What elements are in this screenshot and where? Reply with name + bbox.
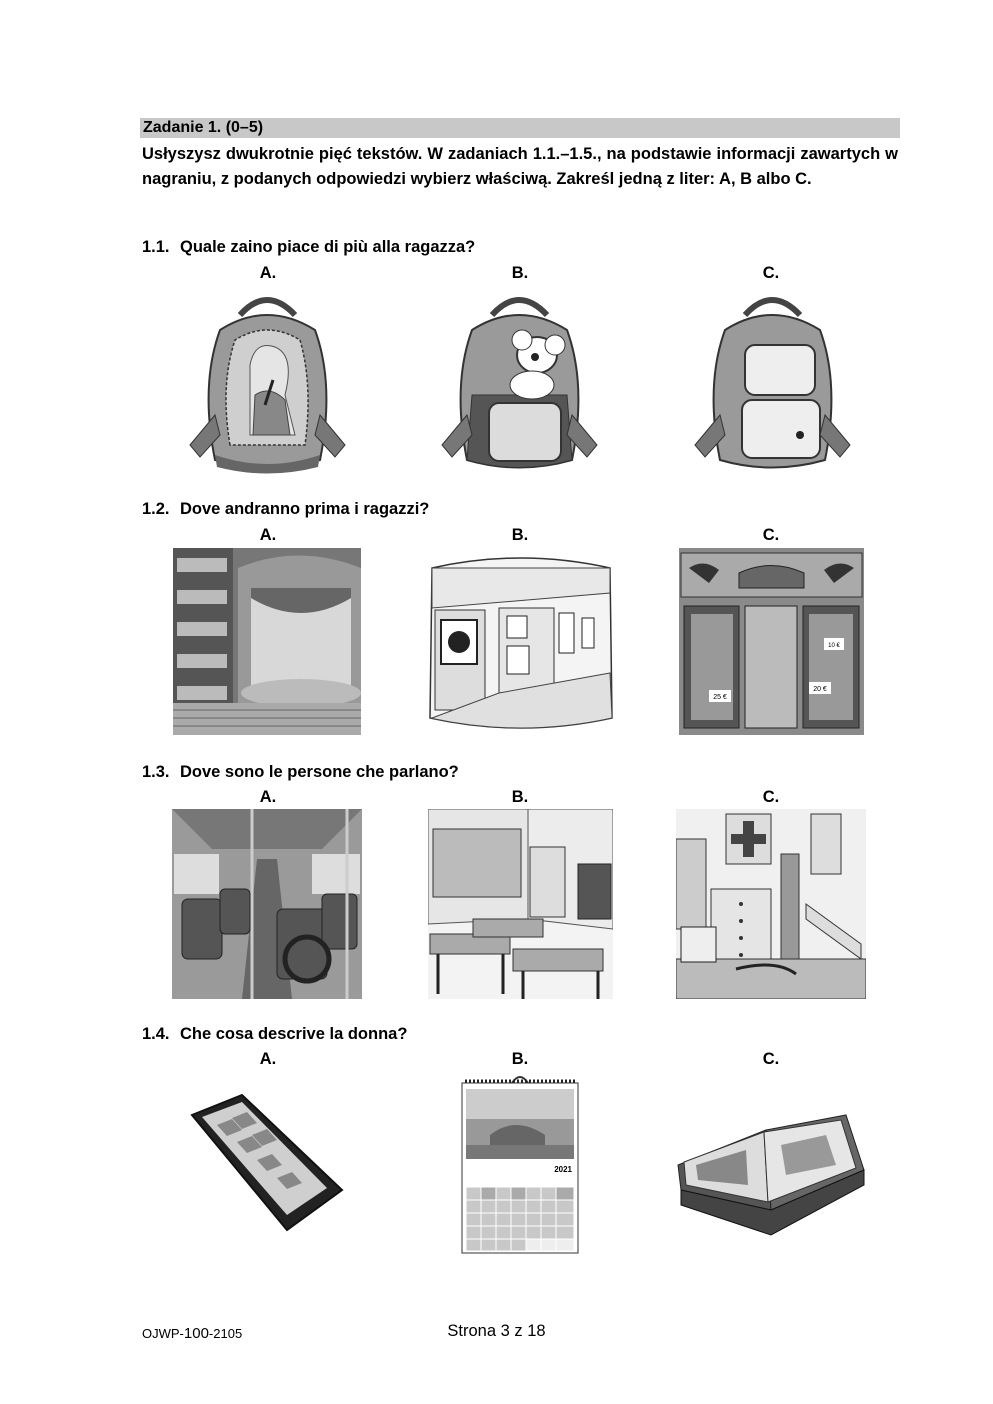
page-number: Strona 3 z 18 — [447, 1322, 546, 1340]
question-1-4 — [142, 1024, 407, 1044]
question-number: 1.2. — [142, 500, 170, 518]
option-a-label[interactable]: A. — [259, 264, 277, 282]
option-a-label[interactable]: A. — [259, 1050, 277, 1068]
question-number: 1.4. — [142, 1025, 170, 1043]
price-tag-20: 20 € — [813, 686, 827, 693]
option-c-label[interactable]: C. — [762, 264, 780, 282]
question-text: Quale zaino piace di più alla ragazza? — [180, 238, 476, 256]
option-b-label[interactable]: B. — [511, 526, 529, 544]
open-book-illustration — [676, 1110, 866, 1250]
question-text: Dove andranno prima i ragazzi? — [180, 500, 430, 518]
theatre-illustration — [173, 548, 361, 735]
option-c-label[interactable]: C. — [762, 1050, 780, 1068]
price-tag-25: 25 € — [713, 694, 727, 701]
question-1-2 — [142, 499, 429, 519]
price-tag-10: 10 € — [828, 643, 840, 649]
option-a-label[interactable]: A. — [259, 788, 277, 806]
question-number: 1.1. — [142, 238, 170, 256]
backpack-koala-illustration — [437, 285, 602, 475]
art-gallery-illustration — [427, 548, 615, 735]
option-b-label[interactable]: B. — [511, 788, 529, 806]
backpack-pockets-illustration — [690, 285, 855, 475]
wall-calendar-illustration — [460, 1075, 580, 1255]
question-text: Che cosa descrive la donna? — [180, 1025, 408, 1043]
option-a-label[interactable]: A. — [259, 526, 277, 544]
bus-interior-illustration — [172, 809, 362, 999]
question-number: 1.3. — [142, 763, 170, 781]
option-c-label[interactable]: C. — [762, 788, 780, 806]
task-instructions: Usłyszysz dwukrotnie pięć tekstów. W zadaniach 1.1.–1.5., na podstawie informacji zawartych w nagraniu, z podanych odpowiedzi wybierz właściwą. Zakreśl jedną z liter: A, B albo C. — [142, 145, 898, 188]
backpack-singer-illustration — [185, 285, 350, 475]
task-header: Zadanie 1. (0–5) — [140, 118, 900, 138]
smartphone-illustration — [187, 1090, 347, 1240]
option-b-label[interactable]: B. — [511, 264, 529, 282]
classroom-illustration — [428, 809, 613, 999]
souvenir-shop-illustration — [679, 548, 864, 735]
question-text: Dove sono le persone che parlano? — [180, 763, 459, 781]
doctor-office-illustration — [676, 809, 866, 999]
exam-code: OJWP-100-2105 — [142, 1325, 243, 1342]
option-b-label[interactable]: B. — [511, 1050, 529, 1068]
question-1-3 — [142, 762, 459, 782]
calendar-year: 2021 — [554, 1165, 572, 1174]
option-c-label[interactable]: C. — [762, 526, 780, 544]
question-1-1 — [142, 237, 475, 257]
